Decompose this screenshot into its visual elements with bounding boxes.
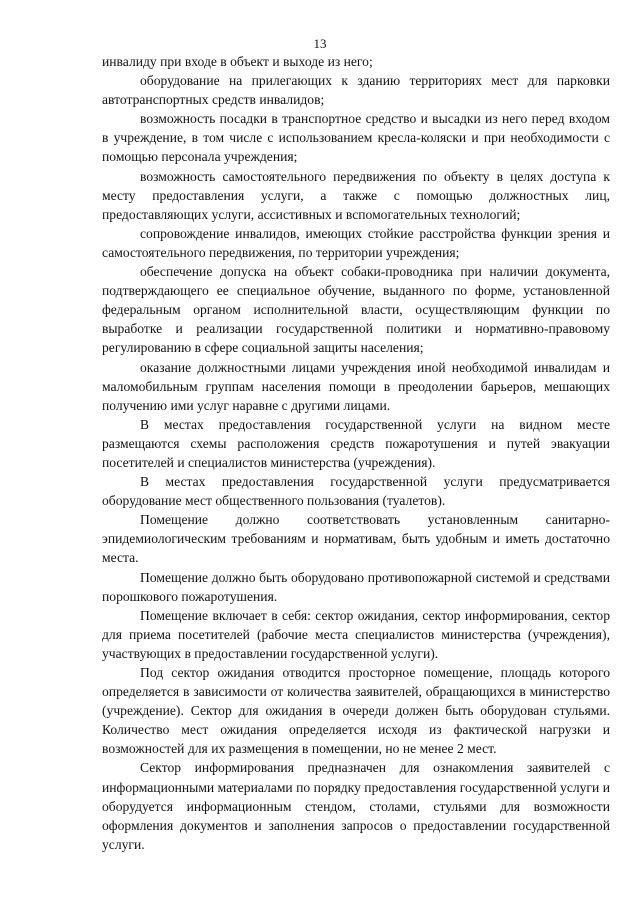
paragraph: возможность посадки в транспортное средство и высадки из него перед входом в учреждение, в том числе с использованием кресла-коляски и при необходимости с помощью персонала учреждения; (102, 111, 610, 165)
page-number: 13 (313, 36, 327, 51)
paragraph: оборудование на прилегающих к зданию территориях мест для парковки автотранспортных средств инвалидов; (102, 73, 610, 108)
paragraph: Сектор информирования предназначен для ознакомления заявителей с информационными материалами по порядку предоставления государственной услуги и оборудуется информационным стендом, столами, стульями для возможности оформления документов и заполнения запросов о предоставлении государственной услуги. (102, 760, 610, 852)
paragraph: возможность самостоятельного передвижения по объекту в целях доступа к месту предоставления услуги, а также с помощью должностных лиц, предоставляющих услуги, ассистивных и вспомогательных технологий; (102, 168, 610, 222)
paragraph: Помещение включает в себя: сектор ожидания, сектор информирования, сектор для приема посетителей (рабочие места специалистов министерства (учреждения), участвующих в предоставлении государственной услуги). (102, 607, 610, 661)
paragraph: В местах предоставления государственной услуги предусматривается оборудование мест общественного пользования (туалетов). (102, 474, 610, 509)
paragraph: Под сектор ожидания отводится просторное помещение, площадь которого определяется в зависимости от количества заявителей, обращающихся в министерство (учреждение). Сектор для ожидания в очереди должен быть оборудован стульями. Количество мест ожидания определяется исходя из фактической нагрузки и возможностей для их размещения в помещении, но не менее 2 мест. (102, 665, 610, 757)
paragraph: Помещение должно соответствовать установленным санитарно-эпидемиологическим требованиям и нормативам, быть удобным и иметь достаточно места. (102, 512, 610, 566)
document-body (102, 52, 610, 854)
paragraph-continuation: инвалиду при входе в объект и выходе из него; (102, 54, 373, 69)
paragraph: сопровождение инвалидов, имеющих стойкие расстройства функции зрения и самостоятельного передвижения, по территории учреждения; (102, 225, 610, 260)
paragraph: обеспечение допуска на объект собаки-проводника при наличии документа, подтверждающего ее специальное обучение, выданного по форме, установленной федеральным органом исполнительной власти, осуществляющим функции по выработке и реализации государственной политики и нормативно-правовому регулированию в сфере социальной защиты населения; (102, 264, 610, 356)
paragraph: Помещение должно быть оборудовано противопожарной системой и средствами порошкового пожаротушения. (102, 569, 610, 604)
paragraph: В местах предоставления государственной услуги на видном месте размещаются схемы расположения средств пожаротушения и путей эвакуации посетителей и специалистов министерства (учреждения). (102, 416, 610, 470)
paragraph: оказание должностными лицами учреждения иной необходимой инвалидам и маломобильным группам населения помощи в преодолении барьеров, мешающих получению ими услуг наравне с другими лицами. (102, 359, 610, 413)
